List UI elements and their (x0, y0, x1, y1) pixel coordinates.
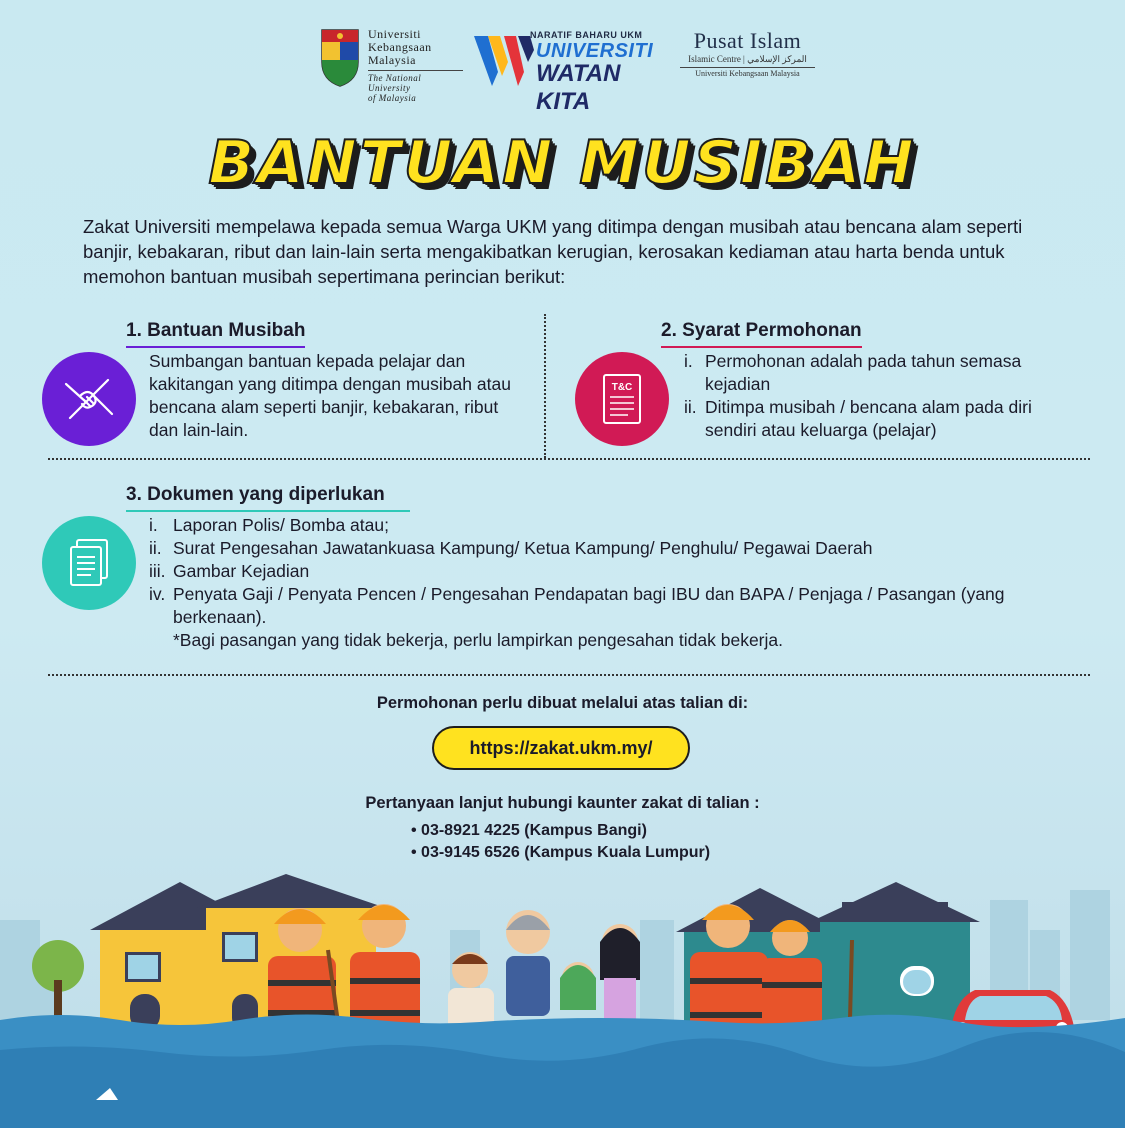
ukm-tagline2: of Malaysia (368, 93, 417, 103)
intro-paragraph: Zakat Universiti mempelawa kepada semua Warga UKM yang ditimpa dengan musibah atau bencana alam seperti banjir, kebakaran, ribut dan lain-lain serta mengakibatkan kerugian, kerosakan kediaman atau harta benda untuk memohon bantuan musibah sepertimana perincian berikut: (83, 216, 1023, 287)
ukm-text (368, 28, 463, 103)
list-item-text: Permohonan adalah pada tahun semasa kejadian (705, 351, 1022, 394)
list-item-num: iv. (149, 584, 166, 604)
section2-list (684, 350, 1074, 442)
list-item-text: Gambar Kejadian (173, 561, 310, 581)
section1-title-text: 1. Bantuan Musibah (126, 320, 306, 341)
list-item (684, 350, 1074, 396)
w-mark-icon (474, 32, 544, 88)
uwk-line2: WATAN KITA (536, 60, 621, 115)
universiti-watan-kita-logo (474, 24, 654, 115)
contact-list (411, 820, 710, 864)
contact-line-bangi: • 03-8921 4225 (Kampus Bangi) (411, 822, 647, 839)
ukm-tagline1: The National University (368, 73, 422, 93)
section1-title (126, 320, 305, 342)
flood-rescue-illustration (0, 860, 1125, 1128)
documents-icon (67, 538, 111, 588)
ukm-crest-icon (318, 26, 362, 88)
family-group (448, 910, 640, 1032)
uwk-line1: UNIVERSITI (536, 40, 654, 62)
zakat-url-link[interactable]: https://zakat.ukm.my/ (432, 726, 690, 770)
ukm-line3: Malaysia (368, 53, 416, 67)
list-item-text: Laporan Polis/ Bomba atau; (173, 515, 389, 535)
list-item (149, 583, 1054, 629)
uwk-tag: NARATIF BAHARU UKM (530, 30, 643, 40)
list-item (684, 396, 1074, 442)
section3-icon-circle (42, 516, 136, 610)
ukm-line1: Universiti (368, 27, 421, 41)
section1-underline (126, 346, 305, 348)
section1-icon-circle (42, 352, 136, 446)
horizontal-divider (48, 458, 1090, 460)
terms-document-icon (600, 373, 644, 425)
list-item-text: Ditimpa musibah / bencana alam pada diri sendiri atau keluarga (pelajar) (705, 397, 1032, 440)
horizontal-divider (48, 674, 1090, 676)
section3-list (149, 514, 1054, 652)
contact-line-kl: • 03-9145 6526 (Kampus Kuala Lumpur) (411, 844, 711, 861)
section2-title (661, 320, 862, 342)
section2-icon-circle (575, 352, 669, 446)
pusat-islam-title: Pusat Islam (693, 28, 802, 53)
list-item-text: Penyata Gaji / Penyata Pencen / Pengesahan Pendapatan bagi IBU dan BAPA / Penjaga / Pasangan (yang berkenaan). (173, 584, 1005, 627)
yellow-house (90, 874, 386, 1030)
list-item-num: iii. (149, 561, 166, 581)
apply-text: Permohonan perlu dibuat melalui atas talian di: (376, 694, 749, 712)
page-title: BANTUAN MUSIBAH (208, 128, 917, 198)
list-item-num: ii. (684, 397, 697, 417)
ukm-line2: Kebangsaan (368, 40, 432, 54)
ukm-logo (318, 24, 463, 103)
section2-title-text: 2. Syarat Permohonan (661, 320, 862, 341)
section3-title (126, 484, 385, 506)
pusat-islam-sub2: Universiti Kebangsaan Malaysia (680, 67, 815, 78)
list-item-num: i. (684, 351, 693, 371)
helping-hands-icon (60, 370, 118, 428)
list-item (149, 514, 1054, 537)
list-item (149, 560, 1054, 583)
logo-bar (0, 24, 1125, 115)
section3-title-text: 3. Dokumen yang diperlukan (126, 484, 385, 505)
list-item-text: Surat Pengesahan Jawatankuasa Kampung/ Ketua Kampung/ Penghulu/ Pegawai Daerah (173, 538, 873, 558)
section3-note: *Bagi pasangan yang tidak bekerja, perlu lampirkan pengesahan tidak bekerja. (173, 630, 783, 650)
list-item (149, 537, 1054, 560)
section3-underline (126, 510, 410, 512)
pusat-islam-logo (680, 28, 815, 98)
pusat-islam-sub: Islamic Centre | المركز الإسلامي (688, 54, 807, 64)
section2-underline (661, 346, 862, 348)
contact-title: Pertanyaan lanjut hubungi kaunter zakat di talian : (365, 794, 760, 812)
list-item-num: ii. (149, 538, 162, 558)
vertical-divider (544, 314, 546, 458)
tc-label: T&C (611, 382, 633, 393)
section1-text: Sumbangan bantuan kepada pelajar dan kakitangan yang ditimpa dengan musibah atau bencana alam seperti banjir, kebakaran, ribut dan lain-lain. (149, 351, 511, 440)
list-item-num: i. (149, 515, 158, 535)
